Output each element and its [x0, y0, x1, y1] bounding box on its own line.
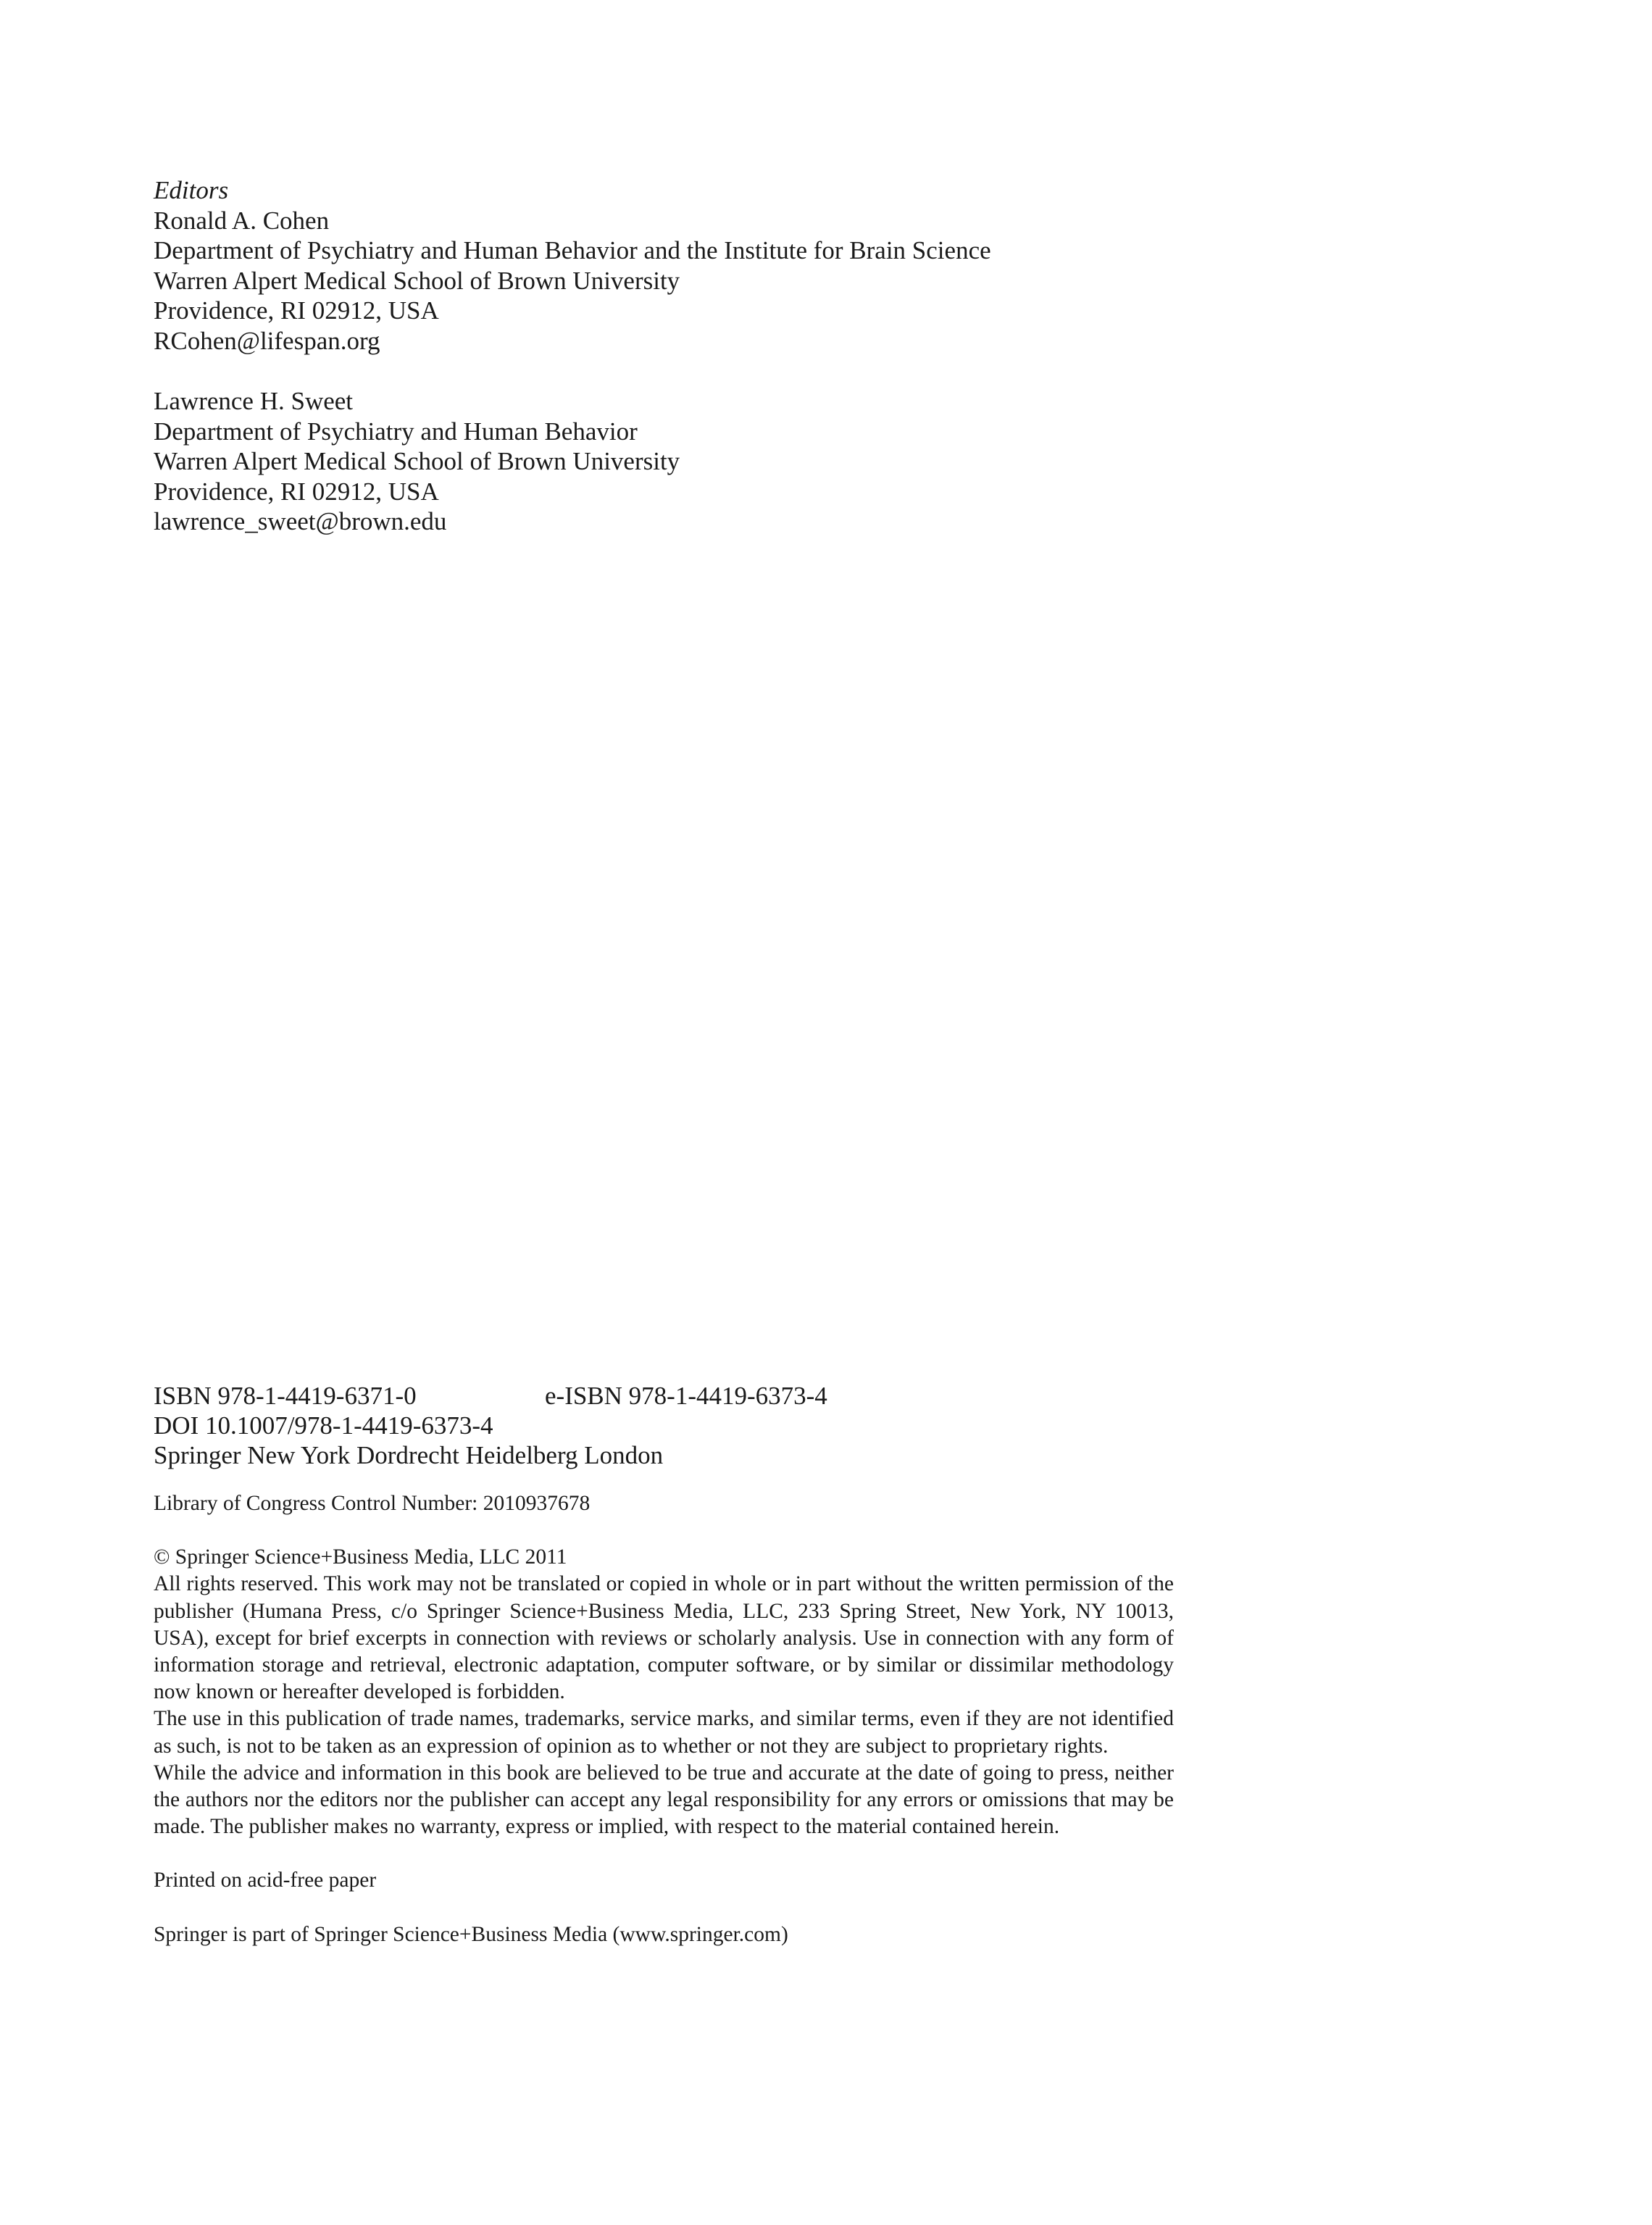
springer-note: Springer is part of Springer Science+Business Media (www.springer.com): [154, 1922, 788, 1946]
editors-section: [154, 175, 1240, 537]
e-isbn: e-ISBN 978-1-4419-6373-4: [545, 1382, 827, 1410]
publication-info: [154, 1381, 1182, 1470]
editor-department: Department of Psychiatry and Human Behavior: [154, 417, 638, 446]
editor-sweet: [154, 386, 1240, 537]
isbn: ISBN 978-1-4419-6371-0: [154, 1382, 417, 1410]
publisher-locations: Springer New York Dordrecht Heidelberg London: [154, 1441, 664, 1469]
doi: DOI 10.1007/978-1-4419-6373-4: [154, 1411, 493, 1440]
spacer: [154, 1840, 1174, 1867]
editor-address: Providence, RI 02912, USA: [154, 477, 439, 506]
disclaimer-paragraph: While the advice and information in this book are believed to be true and accurate at the date of going to press, neither the authors nor the editors nor the publisher can accept any legal responsibility for any errors or omissions that may be made. The publisher makes no warranty, express or implied, with respect to the material contained herein.: [154, 1761, 1174, 1839]
editor-email: lawrence_sweet@brown.edu: [154, 507, 447, 535]
legal-section: [154, 1490, 1174, 1948]
editor-school: Warren Alpert Medical School of Brown University: [154, 266, 680, 295]
editor-email: RCohen@lifespan.org: [154, 326, 380, 355]
editors-heading: Editors: [154, 176, 229, 204]
editor-name: Lawrence H. Sweet: [154, 387, 354, 415]
rights-paragraph: All rights reserved. This work may not be translated or copied in whole or in part without the written permission of the publisher (Humana Press, c/o Springer Science+Business Media, LLC, 233 Spring Street, New York, NY 10013, USA), except for brief excerpts in connection with reviews or scholarly analysis. Use in connection with any form of information storage and retrieval, electronic adaptation, computer software, or by similar or dissimilar methodology now known or hereafter developed is forbidden.: [154, 1572, 1174, 1704]
editor-name: Ronald A. Cohen: [154, 206, 330, 235]
isbn-row: [154, 1381, 1182, 1411]
loc-control-number: Library of Congress Control Number: 2010937678: [154, 1492, 591, 1515]
spacer: [154, 1895, 1174, 1921]
editor-cohen: [154, 206, 1240, 356]
spacer: [154, 1517, 1174, 1544]
editor-school: Warren Alpert Medical School of Brown University: [154, 447, 680, 475]
editor-department: Department of Psychiatry and Human Behavior and the Institute for Brain Science: [154, 236, 991, 264]
paper-note: Printed on acid-free paper: [154, 1869, 377, 1892]
copyright-line: © Springer Science+Business Media, LLC 2011: [154, 1545, 567, 1569]
trademark-paragraph: The use in this publication of trade names, trademarks, service marks, and similar terms, even if they are not identified as such, is not to be taken as an expression of opinion as to whether or not they are subject to proprietary rights.: [154, 1707, 1174, 1758]
editor-address: Providence, RI 02912, USA: [154, 296, 439, 325]
